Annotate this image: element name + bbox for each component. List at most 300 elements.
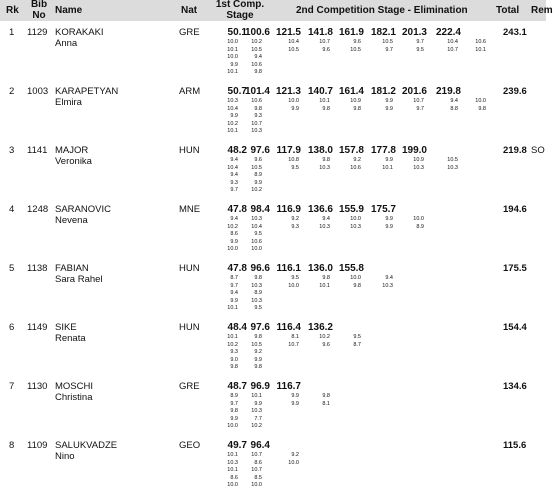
cumulative-score: 136.0 (307, 263, 333, 274)
header-first-stage: 1st Comp. Stage (215, 0, 265, 21)
shot-value: 10.1 (319, 98, 330, 104)
shot-value: 8.7 (230, 275, 238, 281)
shot-value: 9.7 (230, 282, 238, 289)
shot-value: 10.0 (227, 54, 238, 61)
shot-value: 9.8 (322, 275, 330, 281)
shot-value: 10.1 (227, 128, 238, 135)
shot-value: 10.7 (251, 452, 262, 458)
rank: 6 (9, 322, 15, 333)
shot-series (363, 157, 393, 172)
shot-value: 9.5 (353, 334, 361, 340)
shot-value: 10.4 (447, 39, 458, 45)
athlete-surname: KARAPETYAN (55, 86, 119, 97)
rank: 4 (9, 204, 15, 215)
shot-series (456, 39, 486, 54)
shot-series (300, 157, 330, 172)
total-score: 219.8 (503, 145, 527, 156)
shot-value: 9.9 (230, 238, 238, 245)
shot-value: 10.7 (319, 39, 330, 45)
cumulative-score: 175.7 (370, 204, 396, 215)
nation-code: GRE (179, 381, 200, 392)
bib-number: 1109 (27, 440, 48, 451)
shot-series (269, 216, 299, 231)
header-total: Total (496, 5, 520, 16)
nation-code: GEO (179, 440, 201, 451)
shot-value: 10.1 (227, 452, 238, 458)
shot-value: 10.6 (251, 98, 262, 104)
athlete-given-name: Veronika (55, 156, 92, 167)
bib-number: 1141 (27, 145, 48, 156)
shot-value: 9.2 (291, 452, 299, 458)
shot-value: 9.6 (254, 157, 262, 163)
shot-value: 10.4 (251, 223, 262, 230)
shot-value: 9.8 (230, 408, 238, 415)
shot-value: 8.9 (230, 393, 238, 399)
shot-value: 9.8 (254, 105, 262, 112)
shot-value: 7.7 (254, 415, 262, 422)
nation-code: ARM (179, 86, 201, 97)
shot-value: 9.9 (385, 105, 393, 112)
athlete-given-name: Elmira (55, 97, 82, 108)
shot-value: 10.1 (382, 164, 393, 171)
rank: 1 (9, 27, 15, 38)
cumulative-score: 117.9 (276, 145, 301, 156)
cumulative-score: 98.4 (250, 204, 270, 215)
shot-series (232, 157, 262, 195)
table-row (0, 204, 546, 262)
shot-series (269, 275, 299, 290)
cumulative-score: 116.1 (276, 263, 301, 274)
shot-series (363, 98, 393, 113)
shot-value: 9.3 (230, 349, 238, 356)
header-nation: Nat (181, 5, 198, 16)
cumulative-score: 121.3 (275, 86, 301, 97)
shot-value: 10.3 (319, 223, 330, 230)
shot-value: 9.8 (254, 334, 262, 340)
shot-value: 9.9 (291, 393, 299, 399)
shot-value: 9.9 (385, 216, 393, 222)
shot-value: 9.7 (416, 39, 424, 45)
table-row (0, 440, 546, 498)
shot-value: 9.9 (230, 297, 238, 304)
shot-series (428, 157, 458, 172)
cumulative-score: 49.7 (227, 440, 247, 451)
shot-value: 10.1 (227, 46, 238, 53)
shot-series (269, 98, 299, 113)
shot-value: 10.0 (227, 246, 238, 253)
shot-series (269, 157, 299, 172)
athlete-given-name: Sara Rahel (55, 274, 103, 285)
shot-series (394, 39, 424, 54)
shot-value: 10.7 (447, 46, 458, 53)
cumulative-score: 141.8 (307, 27, 333, 38)
rank: 5 (9, 263, 15, 274)
rank: 7 (9, 381, 15, 392)
total-score: 115.6 (503, 440, 527, 451)
shot-value: 10.5 (251, 341, 262, 348)
shot-value: 9.8 (230, 364, 238, 371)
shot-value: 10.8 (288, 157, 299, 163)
shot-value: 10.2 (227, 120, 238, 127)
shot-value: 10.1 (227, 69, 238, 76)
shot-value: 9.4 (385, 275, 393, 281)
shot-value: 10.0 (227, 482, 238, 489)
cumulative-score: 100.6 (244, 27, 270, 38)
shot-value: 9.5 (254, 305, 262, 312)
shot-value: 10.3 (447, 164, 458, 171)
shot-value: 9.8 (322, 157, 330, 163)
shot-value: 8.6 (230, 474, 238, 481)
shot-value: 9.2 (291, 216, 299, 222)
cumulative-score: 97.6 (250, 145, 270, 156)
shot-value: 9.9 (230, 113, 238, 120)
shot-value: 10.2 (227, 223, 238, 230)
cumulative-score: 222.4 (435, 27, 461, 38)
shot-value: 10.0 (350, 275, 361, 281)
cumulative-score: 201.3 (401, 27, 427, 38)
shot-series (331, 98, 361, 113)
cumulative-score: 157.8 (338, 145, 364, 156)
shot-value: 8.7 (353, 341, 361, 348)
shot-value: 10.0 (251, 482, 262, 489)
results-table-header (0, 0, 553, 21)
remark: SO (531, 145, 545, 156)
shot-value: 10.2 (251, 187, 262, 194)
shot-value: 10.3 (413, 164, 424, 171)
shot-series (269, 452, 299, 467)
shot-value: 10.2 (319, 334, 330, 340)
header-second-stage: 2nd Competition Stage - Elimination (296, 5, 468, 16)
cumulative-score: 48.2 (227, 145, 247, 156)
shot-value: 9.9 (254, 179, 262, 186)
shot-value: 8.1 (322, 400, 330, 407)
shot-series (300, 216, 330, 231)
shot-value: 9.5 (416, 46, 424, 53)
shot-value: 10.0 (288, 98, 299, 104)
shot-series (232, 39, 262, 77)
shot-value: 10.6 (475, 39, 486, 45)
shot-value: 8.5 (254, 474, 262, 481)
shot-value: 9.9 (291, 105, 299, 112)
shot-value: 9.7 (416, 105, 424, 112)
shot-value: 10.3 (251, 297, 262, 304)
shot-series (232, 452, 262, 490)
total-score: 194.6 (503, 204, 527, 215)
header-bib: Bib No (30, 0, 48, 21)
shot-series (363, 275, 393, 290)
shot-value: 10.0 (350, 216, 361, 222)
cumulative-score: 96.4 (250, 440, 270, 451)
shot-value: 9.7 (385, 46, 393, 53)
total-score: 175.5 (503, 263, 527, 274)
shot-value: 10.5 (382, 39, 393, 45)
shot-series (331, 157, 361, 172)
shot-value: 9.8 (254, 275, 262, 281)
shot-value: 9.9 (254, 356, 262, 363)
shot-series (232, 393, 262, 431)
shot-value: 10.3 (350, 223, 361, 230)
shot-value: 10.3 (251, 216, 262, 222)
cumulative-score: 96.6 (250, 263, 270, 274)
shot-series (394, 157, 424, 172)
table-row (0, 322, 546, 380)
shot-value: 10.1 (227, 334, 238, 340)
shot-value: 8.6 (230, 231, 238, 238)
shot-value: 8.6 (254, 459, 262, 466)
shot-value: 8.9 (416, 223, 424, 230)
nation-code: GRE (179, 27, 200, 38)
athlete-given-name: Christina (55, 392, 93, 403)
shot-series (363, 39, 393, 54)
shot-series (331, 216, 361, 231)
shot-value: 10.3 (227, 98, 238, 104)
shot-value: 9.8 (322, 105, 330, 112)
shot-series (232, 334, 262, 372)
shot-value: 10.5 (350, 46, 361, 53)
shot-value: 10.6 (251, 61, 262, 68)
shot-value: 10.6 (251, 238, 262, 245)
shot-value: 9.8 (254, 69, 262, 76)
cumulative-score: 50.7 (227, 86, 247, 97)
athlete-surname: MAJOR (55, 145, 89, 156)
header-rank: Rk (6, 5, 19, 16)
shot-value: 10.2 (251, 423, 262, 430)
shot-value: 9.9 (385, 223, 393, 230)
cumulative-score: 136.6 (307, 204, 333, 215)
shot-value: 10.7 (251, 467, 262, 474)
shot-value: 9.8 (254, 364, 262, 371)
shot-series (331, 275, 361, 290)
nation-code: MNE (179, 204, 201, 215)
shot-value: 9.4 (230, 290, 238, 297)
shot-value: 9.4 (230, 157, 238, 163)
shot-value: 10.5 (447, 157, 458, 163)
shot-value: 9.9 (291, 400, 299, 407)
shot-value: 10.5 (251, 164, 262, 171)
shot-series (428, 98, 458, 113)
shot-value: 10.6 (350, 164, 361, 171)
cumulative-score: 116.9 (276, 204, 301, 215)
cumulative-score: 47.8 (227, 263, 247, 274)
athlete-surname: SALUKVADZE (55, 440, 118, 451)
shot-value: 9.9 (230, 415, 238, 422)
shot-value: 10.1 (475, 46, 486, 53)
shot-value: 10.0 (227, 423, 238, 430)
shot-value: 9.0 (230, 356, 238, 363)
shot-series (331, 334, 361, 349)
shot-value: 10.3 (251, 128, 262, 135)
table-row (0, 27, 546, 85)
shot-value: 9.8 (353, 282, 361, 289)
shot-value: 10.5 (251, 46, 262, 53)
cumulative-score: 116.7 (276, 381, 301, 392)
nation-code: HUN (179, 263, 200, 274)
shot-value: 10.1 (251, 393, 262, 399)
cumulative-score: 96.9 (250, 381, 270, 392)
shot-value: 10.0 (475, 98, 486, 104)
shot-value: 8.9 (254, 290, 262, 297)
shot-value: 8.1 (291, 334, 299, 340)
athlete-surname: SIKE (55, 322, 77, 333)
shot-value: 9.5 (254, 231, 262, 238)
shot-series (232, 275, 262, 313)
rank: 2 (9, 86, 15, 97)
table-row (0, 145, 546, 203)
cumulative-score: 161.9 (338, 27, 364, 38)
shot-value: 10.4 (227, 105, 238, 112)
cumulative-score: 177.8 (370, 145, 396, 156)
rank: 8 (9, 440, 15, 451)
shot-series (232, 216, 262, 254)
shot-series (300, 334, 330, 349)
header-name: Name (55, 5, 83, 16)
cumulative-score: 199.0 (401, 145, 427, 156)
shot-series (269, 39, 299, 54)
total-score: 239.6 (503, 86, 527, 97)
shot-series (300, 39, 330, 54)
shot-series (300, 275, 330, 290)
shot-value: 9.5 (291, 164, 299, 171)
shot-value: 10.4 (227, 164, 238, 171)
cumulative-score: 97.6 (250, 322, 270, 333)
shot-value: 9.9 (385, 98, 393, 104)
cumulative-score: 138.0 (307, 145, 333, 156)
shot-value: 10.5 (288, 46, 299, 53)
shot-value: 9.3 (291, 223, 299, 230)
athlete-surname: KORAKAKI (55, 27, 104, 38)
shot-value: 10.1 (227, 467, 238, 474)
shot-value: 10.3 (251, 408, 262, 415)
shot-series (331, 39, 361, 54)
cumulative-score: 219.8 (435, 86, 461, 97)
shot-value: 9.4 (254, 54, 262, 61)
shot-value: 9.6 (322, 341, 330, 348)
shot-series (300, 393, 330, 408)
shot-value: 9.8 (478, 105, 486, 112)
cumulative-score: 101.4 (244, 86, 270, 97)
shot-value: 10.2 (227, 341, 238, 348)
shot-value: 9.7 (230, 400, 238, 407)
shot-series (300, 98, 330, 113)
shot-value: 10.3 (319, 164, 330, 171)
bib-number: 1248 (27, 204, 49, 215)
shot-value: 9.7 (230, 187, 238, 194)
shot-value: 10.0 (288, 282, 299, 289)
shot-value: 8.9 (254, 172, 262, 179)
athlete-surname: SARANOVIC (55, 204, 111, 215)
shot-value: 10.1 (319, 282, 330, 289)
athlete-given-name: Nino (55, 451, 75, 462)
cumulative-score: 182.1 (370, 27, 396, 38)
bib-number: 1138 (27, 263, 48, 274)
shot-series (269, 334, 299, 349)
cumulative-score: 48.4 (227, 322, 247, 333)
athlete-surname: MOSCHI (55, 381, 93, 392)
shot-value: 10.4 (288, 39, 299, 45)
shot-value: 9.4 (230, 216, 238, 222)
shot-value: 9.5 (291, 275, 299, 281)
shot-value: 10.1 (227, 305, 238, 312)
cumulative-score: 121.5 (275, 27, 301, 38)
header-remarks: Rem (531, 5, 553, 16)
cumulative-score: 140.7 (307, 86, 333, 97)
shot-value: 10.0 (227, 39, 238, 45)
shot-value: 9.2 (353, 157, 361, 163)
athlete-surname: FABIAN (55, 263, 89, 274)
cumulative-score: 155.9 (338, 204, 364, 215)
shot-value: 10.3 (251, 282, 262, 289)
athlete-given-name: Nevena (55, 215, 88, 226)
shot-value: 10.9 (350, 98, 361, 104)
shot-value: 8.8 (450, 105, 458, 112)
bib-number: 1003 (27, 86, 49, 97)
shot-value: 10.0 (413, 216, 424, 222)
shot-value: 9.4 (322, 216, 330, 222)
athlete-given-name: Anna (55, 38, 78, 49)
shot-series (428, 39, 458, 54)
cumulative-score: 136.2 (307, 322, 333, 333)
cumulative-score: 161.4 (338, 86, 364, 97)
cumulative-score: 47.8 (227, 204, 247, 215)
shot-series (363, 216, 393, 231)
shot-series (394, 216, 424, 231)
shot-value: 9.9 (230, 61, 238, 68)
shot-value: 9.6 (353, 39, 361, 45)
shot-value: 9.4 (450, 98, 458, 104)
shot-value: 9.9 (254, 400, 262, 407)
shot-value: 10.7 (413, 98, 424, 104)
cumulative-score: 201.6 (401, 86, 427, 97)
bib-number: 1130 (27, 381, 48, 392)
shot-value: 10.7 (251, 120, 262, 127)
total-score: 154.4 (503, 322, 527, 333)
shot-series (232, 98, 262, 136)
bib-number: 1149 (27, 322, 48, 333)
total-score: 243.1 (503, 27, 527, 38)
shot-value: 10.7 (288, 341, 299, 348)
total-score: 134.6 (503, 381, 527, 392)
shot-value: 9.8 (322, 393, 330, 399)
shot-value: 10.3 (382, 282, 393, 289)
shot-value: 9.3 (254, 113, 262, 120)
table-row (0, 86, 546, 144)
shot-value: 9.8 (353, 105, 361, 112)
shot-value: 9.2 (254, 349, 262, 356)
shot-series (394, 98, 424, 113)
cumulative-score: 48.7 (227, 381, 247, 392)
rank: 3 (9, 145, 15, 156)
table-row (0, 263, 546, 321)
shot-value: 9.3 (230, 179, 238, 186)
cumulative-score: 116.4 (276, 322, 301, 333)
cumulative-score: 181.2 (370, 86, 396, 97)
table-row (0, 381, 546, 439)
shot-value: 10.2 (251, 39, 262, 45)
shot-value: 10.9 (413, 157, 424, 163)
shot-series (269, 393, 299, 408)
shot-value: 10.0 (288, 459, 299, 466)
cumulative-score: 50.1 (227, 27, 247, 38)
shot-value: 10.0 (251, 246, 262, 253)
shot-value: 9.6 (322, 46, 330, 53)
bib-number: 1129 (27, 27, 48, 38)
cumulative-score: 155.8 (338, 263, 364, 274)
shot-series (456, 98, 486, 113)
shot-value: 9.9 (385, 157, 393, 163)
shot-value: 10.3 (227, 459, 238, 466)
athlete-given-name: Renata (55, 333, 86, 344)
nation-code: HUN (179, 322, 200, 333)
